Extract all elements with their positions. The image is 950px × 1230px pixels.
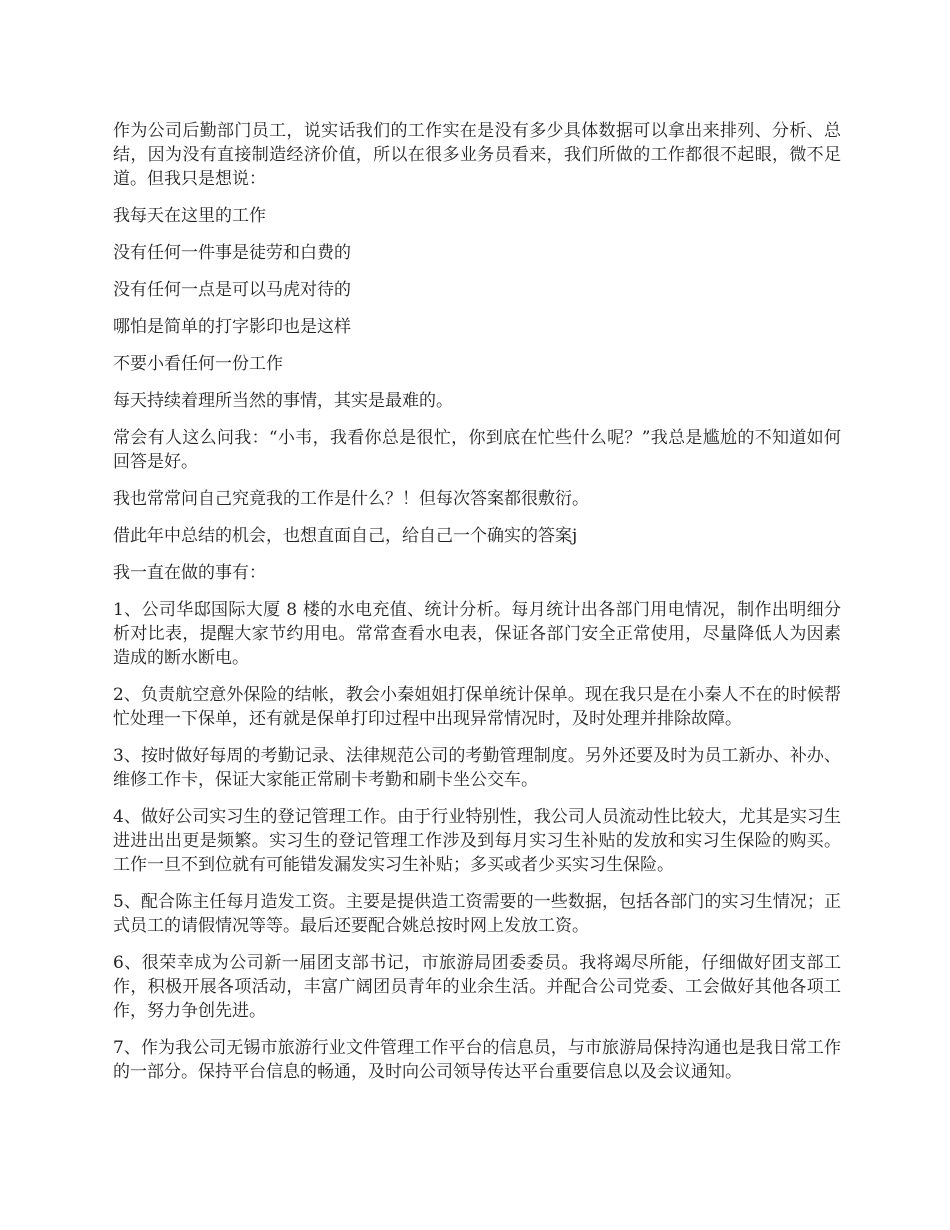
list-item: 7、作为我公司无锡市旅游行业文件管理工作平台的信息员，与市旅游局保持沟通也是我日常工作的一部分。保持平台信息的畅通，及时向公司领导传达平台重要信息以及会议通知。 xyxy=(113,1038,841,1082)
verse-line: 不要小看任何一份工作 xyxy=(113,354,283,374)
body-paragraph: 常会有人这么问我：“小韦，我看你总是很忙，你到底在忙些什么呢？”我总是尴尬的不知道如何回答是好。 xyxy=(113,428,841,472)
list-heading: 我一直在做的事有： xyxy=(113,563,266,583)
list-item: 1、公司华邸国际大厦 8 楼的水电充值、统计分析。每月统计出各部门用电情况，制作出明细分析对比表，提醒大家节约用电。常常查看水电表，保证各部门安全正常使用，尽量降低人为因素造成的断水断电。 xyxy=(113,600,841,668)
list-item: 5、配合陈主任每月造发工资。主要是提供造工资需要的一些数据，包括各部门的实习生情况；正式员工的请假情况等等。最后还要配合姚总按时网上发放工资。 xyxy=(113,892,841,936)
body-paragraph: 每天持续着理所当然的事情，其实是最难的。 xyxy=(113,391,453,411)
body-paragraph: 我也常常问自己究竟我的工作是什么？！但每次答案都很敷衍。 xyxy=(113,489,589,509)
list-item: 4、做好公司实习生的登记管理工作。由于行业特别性，我公司人员流动性比较大，尤其是实习生进进出出更是频繁。实习生的登记管理工作涉及到每月实习生补贴的发放和实习生保险的购买。工作一旦不到位就有可能错发漏发实习生补贴；多买或者少买实习生保险。 xyxy=(113,807,841,875)
intro-paragraph: 作为公司后勤部门员工，说实话我们的工作实在是没有多少具体数据可以拿出来排列、分析、总结，因为没有直接制造经济价值，所以在很多业务员看来，我们所做的工作都很不起眼，微不足道。但我只是想说： xyxy=(113,121,841,189)
verse-line: 我每天在这里的工作 xyxy=(113,206,266,226)
verse-line: 哪怕是简单的打字影印也是这样 xyxy=(113,317,351,337)
list-item: 2、负责航空意外保险的结帐，教会小秦姐姐打保单统计保单。现在我只是在小秦人不在的时候帮忙处理一下保单，还有就是保单打印过程中出现异常情况时，及时处理并排除故障。 xyxy=(113,685,841,729)
verse-line: 没有任何一件事是徒劳和白费的 xyxy=(113,243,351,263)
verse-line: 没有任何一点是可以马虎对待的 xyxy=(113,280,351,300)
document-body xyxy=(113,119,841,1097)
list-item: 6、很荣幸成为公司新一届团支部书记，市旅游局团委委员。我将竭尽所能，仔细做好团支部工作，积极开展各项活动，丰富广阔团员青年的业余生活。并配合公司党委、工会做好其他各项工作，努力争创先进。 xyxy=(113,953,841,1021)
body-paragraph: 借此年中总结的机会，也想直面自己，给自己一个确实的答案j xyxy=(113,526,578,546)
list-item: 3、按时做好每周的考勤记录、法律规范公司的考勤管理制度。另外还要及时为员工新办、补办、维修工作卡，保证大家能正常刷卡考勤和刷卡坐公交车。 xyxy=(113,746,841,790)
